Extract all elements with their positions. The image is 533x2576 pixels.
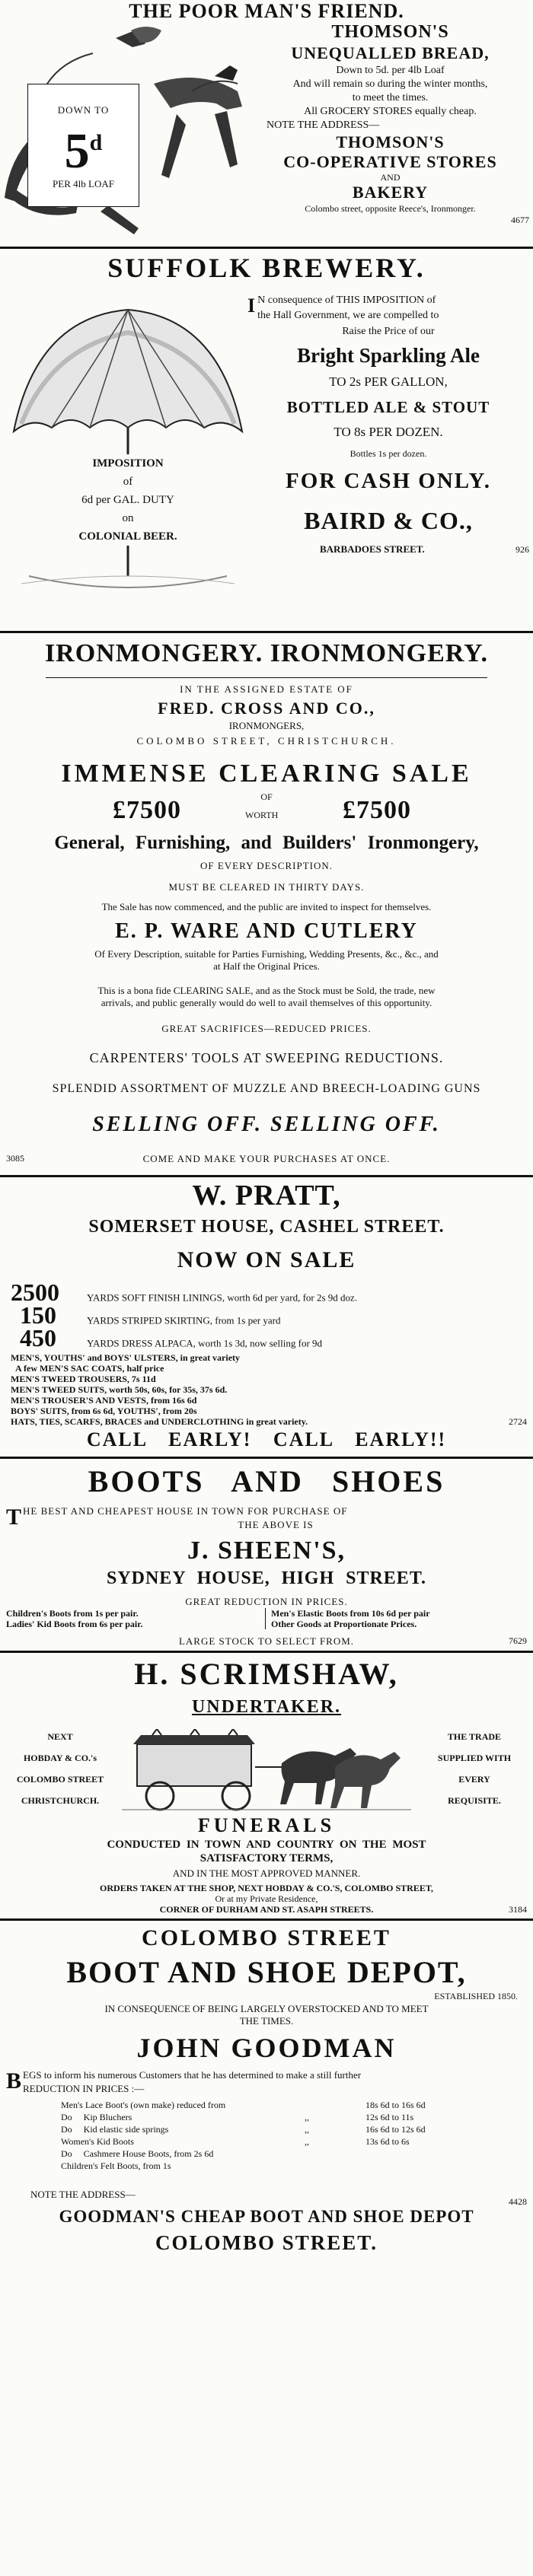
- amount-worth: WORTH: [245, 810, 279, 820]
- price-item: Women's Kid Boots: [61, 2136, 134, 2147]
- price-line: Men's Elastic Boots from 10s 6d per pair: [271, 1608, 430, 1619]
- drop-cap: T: [6, 1505, 22, 1530]
- ep-desc1: Of Every Description, suitable for Parties Furnishing, Wedding Presents, &c., &c., and: [94, 948, 439, 960]
- guns-line: SPLENDID ASSORTMENT OF MUZZLE AND BREECH-LOADING GUNS: [52, 1082, 481, 1095]
- sale-item: [11, 1324, 528, 1352]
- corner-line: CORNER OF DURHAM AND ST. ASAPH STREETS.: [159, 1904, 374, 1915]
- goodman-note: NOTE THE ADDRESS—: [30, 2189, 136, 2200]
- umbrella-line3: 6d per GAL. DUTY: [81, 494, 174, 506]
- thomsons-name2: CO-OPERATIVE STORES: [283, 152, 497, 171]
- thomsons-line4: All GROCERY STORES equally cheap.: [304, 106, 477, 117]
- ad-headline: THE POOR MAN'S FRIEND.: [129, 0, 404, 22]
- owner-location: COLOMBO STREET, CHRISTCHURCH.: [136, 735, 397, 747]
- sale-item: [11, 1301, 528, 1329]
- clothing-line: HATS, TIES, SCARFS, BRACES and UNDERCLOTHING in great variety.: [11, 1416, 308, 1427]
- thomsons-title: THOMSON'S: [331, 22, 449, 42]
- thomsons-details: [251, 21, 529, 225]
- divider: [46, 677, 487, 678]
- brewery-street-row: [247, 543, 529, 556]
- ad-j-sheen: [0, 1459, 533, 1653]
- sign-price: [28, 116, 139, 178]
- ad-ref-number: 3184: [509, 1904, 527, 1915]
- brewery-price1: TO 2s PER GALLON,: [329, 374, 448, 389]
- ad-ref-number: 2724: [509, 1416, 527, 1427]
- goodman-intro-line1: EGS to inform his numerous Customers that he has determined to make a still further: [23, 2069, 362, 2081]
- price-ditto: ,,: [305, 2124, 309, 2135]
- price-divider: [265, 1608, 266, 1629]
- price-row: [61, 2148, 487, 2160]
- clothing-line: MEN'S TROUSER'S AND VESTS, from 16s 6d: [11, 1395, 197, 1406]
- goodman-intro: [6, 2068, 528, 2096]
- thomsons-line1: Down to 5d. per 4lb Loaf: [336, 65, 445, 76]
- ep-desc2: at Half the Original Prices.: [213, 960, 320, 972]
- thomsons-line3: to meet the times.: [352, 92, 429, 103]
- estate-line: IN THE ASSIGNED ESTATE OF: [180, 683, 353, 695]
- brewery-intro-line2: the Hall Government, we are compelled to: [257, 310, 439, 321]
- amount-left: £7500: [113, 796, 181, 824]
- thomsons-name1: THOMSON'S: [336, 132, 445, 151]
- brewery-details: [247, 293, 529, 556]
- clothing-line: MEN'S TWEED SUITS, worth 50s, 60s, for 35s, 37s 6d.: [11, 1384, 228, 1395]
- left-line: COLOMBO STREET: [16, 1774, 104, 1785]
- thomsons-address: Colombo street, opposite Reece's, Ironmonger.: [305, 203, 476, 214]
- drop-cap: B: [6, 2068, 22, 2094]
- ad-h-scrimshaw: [0, 1653, 533, 1921]
- price-row: [61, 2160, 487, 2172]
- sheen-intro: [6, 1505, 528, 1532]
- sale-of: OF: [260, 791, 273, 802]
- goodman-intro-line2: REDUCTION IN PRICES :—: [23, 2083, 145, 2094]
- goodman-footer-2: COLOMBO STREET.: [155, 2231, 378, 2254]
- scrimshaw-trade: UNDERTAKER.: [191, 1697, 342, 1717]
- ep-headline: E. P. WARE AND CUTLERY: [115, 919, 418, 943]
- owner-trade: IRONMONGERS,: [228, 720, 305, 731]
- owner-name: FRED. CROSS AND CO.,: [158, 699, 375, 718]
- ad-ref-number: 4677: [511, 215, 529, 225]
- ad-ref-number: 3085: [6, 1153, 24, 1164]
- brewery-cash: FOR CASH ONLY.: [286, 469, 491, 493]
- sacrifices-line: GREAT SACRIFICES—REDUCED PRICES.: [161, 1023, 372, 1034]
- sale-item-desc: YARDS STRIPED SKIRTING, from 1s per yard: [87, 1314, 281, 1326]
- conducted-line2: SATISFACTORY TERMS,: [199, 1852, 334, 1864]
- umbrella-line2: of: [123, 476, 133, 488]
- price-line: Other Goods at Proportionate Prices.: [271, 1619, 417, 1629]
- sale-items: [11, 1278, 528, 1352]
- ad-ironmongery: [0, 633, 533, 1177]
- ad-headline-2: BOOT AND SHOE DEPOT,: [66, 1955, 467, 1989]
- sheen-stock: LARGE STOCK TO SELECT FROM.: [178, 1635, 355, 1647]
- sale-item-qty: 2500: [11, 1278, 59, 1306]
- sign-price-unit: d: [89, 130, 103, 155]
- brewery-product2: BOTTLED ALE & STOUT: [286, 398, 490, 416]
- scrimshaw-right: [417, 1726, 531, 1811]
- call-early: CALL EARLY! CALL EARLY!!: [86, 1428, 447, 1450]
- umbrella-text: [44, 454, 212, 546]
- price-row: [61, 2135, 487, 2148]
- cleared-line: MUST BE CLEARED IN THIRTY DAYS.: [168, 881, 365, 893]
- sign-down-to: DOWN TO: [57, 104, 110, 116]
- clothing-line: MEN'S TWEED TROUSERS, 7s 11d: [11, 1374, 156, 1384]
- ad-suffolk-brewery: [0, 249, 533, 633]
- brewery-price2: TO 8s PER DOZEN.: [334, 425, 443, 439]
- ad-headline: BOOTS AND SHOES: [88, 1464, 445, 1498]
- umbrella-line4: on: [122, 512, 134, 524]
- brewery-firm: BAIRD & CO.,: [304, 507, 473, 534]
- ad-ref-number: 4428: [509, 2196, 527, 2207]
- sheen-right-prices: [271, 1608, 430, 1629]
- umbrella-illustration: [6, 302, 250, 591]
- sale-item-qty: 450: [20, 1324, 56, 1352]
- ad-headline: IRONMONGERY. IRONMONGERY.: [44, 639, 489, 667]
- ad-thomsons-bread: [0, 0, 533, 249]
- ad-w-pratt: [0, 1177, 533, 1459]
- pratt-address: SOMERSET HOUSE, CASHEL STREET.: [88, 1217, 445, 1237]
- left-line: CHRISTCHURCH.: [21, 1795, 100, 1806]
- thomsons-line5: NOTE THE ADDRESS—: [266, 119, 380, 131]
- scrimshaw-left: [3, 1726, 117, 1811]
- sheen-intro-line1: HE BEST AND CHEAPEST HOUSE IN TOWN FOR PURCHASE OF: [23, 1505, 348, 1517]
- price-ditto: ,,: [305, 2136, 309, 2147]
- funerals: FUNERALS: [197, 1814, 336, 1836]
- brewery-street: BARBADOES STREET.: [320, 543, 425, 555]
- price-value: 16s 6d to 12s 6d: [365, 2124, 426, 2135]
- price-ditto: ,,: [305, 2112, 309, 2122]
- sign-per-loaf: PER 4lb LOAF: [53, 178, 114, 189]
- goodman-name: JOHN GOODMAN: [136, 2033, 397, 2063]
- conducted-line3: AND IN THE MOST APPROVED MANNER.: [172, 1868, 361, 1879]
- thomsons-name4: BAKERY: [352, 183, 429, 202]
- consequence-line2: THE TIMES.: [239, 2015, 294, 2027]
- kinds-line: General, Furnishing, and Builders' Ironmongery,: [54, 833, 479, 853]
- price-item: Children's Felt Boots, from 1s: [61, 2160, 171, 2171]
- clothing-line: MEN'S, YOUTHS' and BOYS' ULSTERS, in great variety: [11, 1352, 241, 1363]
- sale-item: [11, 1278, 528, 1306]
- clothing-line: A few MEN'S SAC COATS, half price: [15, 1363, 164, 1374]
- tools-line: CARPENTERS' TOOLS AT SWEEPING REDUCTIONS.: [89, 1050, 444, 1065]
- price-value: 18s 6d to 16s 6d: [365, 2100, 426, 2110]
- sale-item-qty: 150: [20, 1301, 56, 1329]
- price-row: [61, 2111, 487, 2123]
- ad-headline: W. PRATT,: [192, 1180, 341, 1212]
- ad-headline: H. SCRIMSHAW,: [134, 1657, 399, 1691]
- come-line: COME AND MAKE YOUR PURCHASES AT ONCE.: [142, 1153, 391, 1164]
- price-sign: [27, 84, 139, 207]
- brewery-intro-line1: I N consequence of THIS IMPOSITION of: [247, 293, 529, 308]
- sheen-name: J. SHEEN'S,: [187, 1536, 346, 1565]
- brewery-product1: Bright Sparkling Ale: [296, 344, 480, 367]
- clothing-line: BOYS' SUITS, from 6s 6d, YOUTHS', from 20s: [11, 1406, 197, 1416]
- selling-off: SELLING OFF. SELLING OFF.: [92, 1113, 441, 1136]
- price-item: Do Cashmere House Boots, from 2s 6d: [61, 2148, 214, 2159]
- conducted-line1: CONDUCTED IN TOWN AND COUNTRY ON THE MOST: [107, 1839, 426, 1851]
- right-line: REQUISITE.: [448, 1795, 501, 1806]
- brewery-note: Bottles 1s per dozen.: [349, 448, 427, 459]
- price-value: 13s 6d to 6s: [365, 2136, 410, 2147]
- ad-ref-number: 926: [515, 544, 529, 555]
- price-value: 12s 6d to 11s: [365, 2112, 414, 2122]
- sale-item-desc: YARDS SOFT FINISH LININGS, worth 6d per yard, for 2s 9d doz.: [87, 1291, 358, 1304]
- orders-line2: Or at my Private Residence,: [215, 1893, 318, 1904]
- right-line: EVERY: [458, 1774, 490, 1785]
- thomsons-name3: AND: [380, 172, 401, 183]
- price-line: Ladies' Kid Boots from 6s per pair.: [6, 1619, 143, 1629]
- hearse-illustration: [122, 1729, 411, 1813]
- sheen-left-prices: [6, 1608, 142, 1629]
- sheen-reduction: GREAT REDUCTION IN PRICES.: [185, 1596, 348, 1607]
- amount-right: £7500: [343, 796, 411, 824]
- goodman-footer-1: GOODMAN'S CHEAP BOOT AND SHOE DEPOT: [59, 2207, 474, 2226]
- established: ESTABLISHED 1850.: [434, 1991, 518, 2001]
- brewery-intro-line3: Raise the Price of our: [342, 326, 435, 337]
- bona-line1: This is a bona fide CLEARING SALE, and as the Stock must be Sold, the trade, new: [97, 985, 436, 996]
- ad-headline-1: COLOMBO STREET: [142, 1925, 391, 1950]
- price-item: Men's Lace Boot's (own make) reduced from: [61, 2100, 226, 2110]
- consequence-line1: IN CONSEQUENCE OF BEING LARGELY OVERSTOCKED AND TO MEET: [104, 2003, 429, 2014]
- drop-cap: I: [247, 295, 256, 317]
- sign-price-number: 5: [64, 123, 90, 179]
- price-line: Children's Boots from 1s per pair.: [6, 1608, 139, 1619]
- ad-john-goodman: [0, 1921, 533, 2576]
- ad-ref-number: 7629: [509, 1635, 527, 1646]
- ad-headline: SUFFOLK BREWERY.: [107, 253, 426, 283]
- left-line: NEXT: [47, 1731, 73, 1742]
- sheen-house: SYDNEY HOUSE, HIGH STREET.: [106, 1568, 427, 1588]
- right-line: SUPPLIED WITH: [437, 1753, 512, 1763]
- thomsons-subtitle: UNEQUALLED BREAD,: [291, 43, 490, 62]
- umbrella-line5: COLONIAL BEER.: [78, 530, 177, 543]
- sale-headline: IMMENSE CLEARING SALE: [61, 759, 472, 788]
- every-desc: OF EVERY DESCRIPTION.: [199, 860, 333, 871]
- sale-item-desc: YARDS DRESS ALPACA, worth 1s 3d, now selling for 9d: [87, 1337, 323, 1349]
- bona-line2: arrivals, and public generally would do well to avail themselves of this opportunity.: [101, 997, 432, 1008]
- price-row: [61, 2123, 487, 2135]
- price-item: Do Kip Bluchers: [61, 2112, 132, 2122]
- price-item: Do Kid elastic side springs: [61, 2124, 169, 2135]
- umbrella-line1: IMPOSITION: [92, 457, 164, 470]
- orders-line1: ORDERS TAKEN AT THE SHOP, NEXT HOBDAY & CO.'S, COLOMBO STREET,: [100, 1883, 433, 1893]
- left-line: HOBDAY & CO.'s: [23, 1753, 97, 1763]
- thomsons-line2: And will remain so during the winter months,: [292, 78, 488, 90]
- sheen-intro-line2: THE ABOVE IS: [238, 1519, 314, 1530]
- price-row: [61, 2099, 487, 2111]
- price-list: [61, 2099, 487, 2172]
- now-on-sale: NOW ON SALE: [177, 1247, 356, 1272]
- right-line: THE TRADE: [447, 1731, 502, 1742]
- commenced-line: The Sale has now commenced, and the public are invited to inspect for themselves.: [101, 901, 432, 912]
- clothing-lines: [11, 1352, 498, 1427]
